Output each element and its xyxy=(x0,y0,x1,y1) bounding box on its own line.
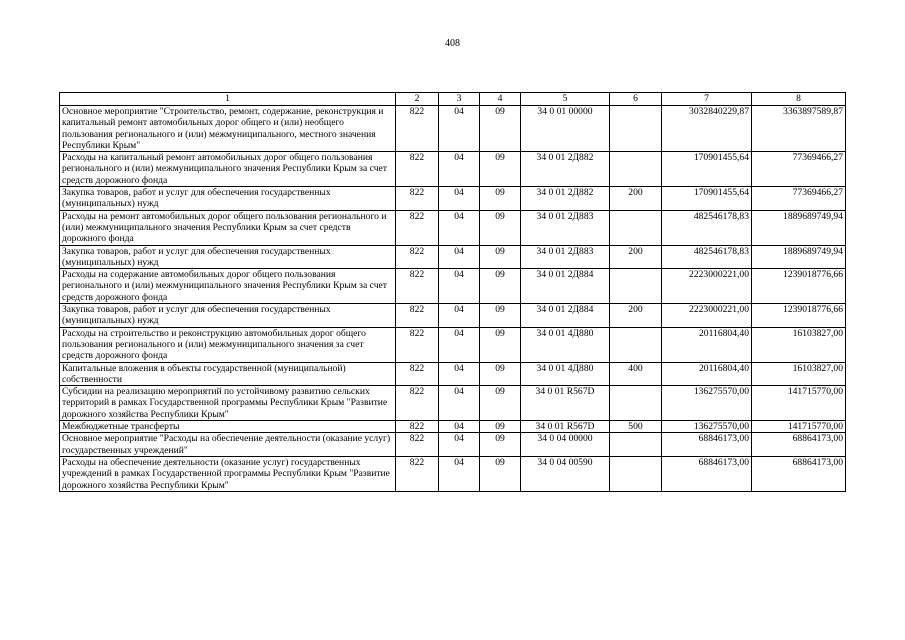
subsection-code: 09 xyxy=(480,269,521,304)
subsection-code: 09 xyxy=(480,456,521,491)
amount-column-7: 482546178,83 xyxy=(662,210,752,245)
ministry-code: 822 xyxy=(396,245,439,269)
ministry-code: 822 xyxy=(396,327,439,362)
section-code: 04 xyxy=(439,456,480,491)
ministry-code: 822 xyxy=(396,456,439,491)
table-row xyxy=(60,304,846,328)
ministry-code: 822 xyxy=(396,433,439,457)
expense-type-code xyxy=(610,152,662,187)
subsection-code: 09 xyxy=(480,210,521,245)
page-number: 408 xyxy=(445,38,460,49)
table-row xyxy=(60,433,846,457)
target-article-code: 34 0 04 00000 xyxy=(521,433,610,457)
ministry-code: 822 xyxy=(396,152,439,187)
expense-type-code xyxy=(610,269,662,304)
target-article-code: 34 0 01 2Д884 xyxy=(521,269,610,304)
target-article-code: 34 0 01 2Д882 xyxy=(521,152,610,187)
row-name: Закупка товаров, работ и услуг для обеспечения государственных (муниципальных) нужд xyxy=(60,304,396,328)
amount-column-8: 77369466,27 xyxy=(752,187,846,211)
budget-table xyxy=(59,92,846,492)
target-article-code: 34 0 01 4Д880 xyxy=(521,362,610,386)
ministry-code: 822 xyxy=(396,421,439,433)
row-name: Расходы на капитальный ремонт автомобильных дорог общего пользования регионального и (или) межмуниципального значения Республики Крым за счет средств дорожного фонда xyxy=(60,152,396,187)
amount-column-7: 170901455,64 xyxy=(662,152,752,187)
table-row xyxy=(60,245,846,269)
row-name: Расходы на обеспечение деятельности (оказание услуг) государственных учреждений в рамках Государственной программы Республики Крым "Развитие дорожного хозяйства Республики Крым" xyxy=(60,456,396,491)
amount-column-7: 2223000221,00 xyxy=(662,304,752,328)
expense-type-code xyxy=(610,327,662,362)
section-code: 04 xyxy=(439,245,480,269)
subsection-code: 09 xyxy=(480,433,521,457)
amount-column-8: 16103827,00 xyxy=(752,327,846,362)
expense-type-code xyxy=(610,106,662,152)
amount-column-8: 1239018776,66 xyxy=(752,304,846,328)
table-row xyxy=(60,187,846,211)
amount-column-8: 1889689749,94 xyxy=(752,245,846,269)
amount-column-8: 68864173,00 xyxy=(752,433,846,457)
table-row xyxy=(60,386,846,421)
expense-type-code xyxy=(610,386,662,421)
section-code: 04 xyxy=(439,304,480,328)
column-header: 6 xyxy=(610,93,662,106)
expense-type-code: 200 xyxy=(610,245,662,269)
row-name: Закупка товаров, работ и услуг для обеспечения государственных (муниципальных) нужд xyxy=(60,245,396,269)
section-code: 04 xyxy=(439,433,480,457)
ministry-code: 822 xyxy=(396,269,439,304)
column-header: 1 xyxy=(60,93,396,106)
amount-column-8: 77369466,27 xyxy=(752,152,846,187)
row-name: Межбюджетные трансферты xyxy=(60,421,396,433)
ministry-code: 822 xyxy=(396,210,439,245)
section-code: 04 xyxy=(439,327,480,362)
table-header-row xyxy=(60,93,846,106)
ministry-code: 822 xyxy=(396,187,439,211)
row-name: Основное мероприятие "Строительство, ремонт, содержание, реконструкция и капитальный ремонт автомобильных дорог общего и (или) необщего пользования регионального и (или) межмуниципального, местного значения Республики Крым" xyxy=(60,106,396,152)
section-code: 04 xyxy=(439,386,480,421)
amount-column-8: 68864173,00 xyxy=(752,456,846,491)
section-code: 04 xyxy=(439,269,480,304)
subsection-code: 09 xyxy=(480,421,521,433)
target-article-code: 34 0 01 2Д883 xyxy=(521,210,610,245)
ministry-code: 822 xyxy=(396,304,439,328)
target-article-code: 34 0 01 R567D xyxy=(521,386,610,421)
amount-column-8: 141715770,00 xyxy=(752,421,846,433)
amount-column-7: 20116804,40 xyxy=(662,327,752,362)
column-header: 8 xyxy=(752,93,846,106)
row-name: Субсидии на реализацию мероприятий по устойчивому развитию сельских территорий в рамках Государственной программы Республики Крым "Развитие дорожного хозяйства Республики Крым" xyxy=(60,386,396,421)
amount-column-7: 68846173,00 xyxy=(662,456,752,491)
amount-column-8: 16103827,00 xyxy=(752,362,846,386)
amount-column-7: 2223000221,00 xyxy=(662,269,752,304)
expense-type-code xyxy=(610,456,662,491)
subsection-code: 09 xyxy=(480,304,521,328)
target-article-code: 34 0 01 2Д883 xyxy=(521,245,610,269)
amount-column-7: 136275570,00 xyxy=(662,386,752,421)
section-code: 04 xyxy=(439,421,480,433)
ministry-code: 822 xyxy=(396,106,439,152)
target-article-code: 34 0 04 00590 xyxy=(521,456,610,491)
column-header: 3 xyxy=(439,93,480,106)
subsection-code: 09 xyxy=(480,327,521,362)
subsection-code: 09 xyxy=(480,106,521,152)
amount-column-8: 3363897589,87 xyxy=(752,106,846,152)
section-code: 04 xyxy=(439,362,480,386)
table-row xyxy=(60,106,846,152)
table-row xyxy=(60,362,846,386)
subsection-code: 09 xyxy=(480,245,521,269)
target-article-code: 34 0 01 2Д884 xyxy=(521,304,610,328)
row-name: Закупка товаров, работ и услуг для обеспечения государственных (муниципальных) нужд xyxy=(60,187,396,211)
amount-column-7: 3032840229,87 xyxy=(662,106,752,152)
section-code: 04 xyxy=(439,106,480,152)
amount-column-7: 482546178,83 xyxy=(662,245,752,269)
row-name: Основное мероприятие "Расходы на обеспечение деятельности (оказание услуг) государственных учреждений" xyxy=(60,433,396,457)
subsection-code: 09 xyxy=(480,152,521,187)
target-article-code: 34 0 01 00000 xyxy=(521,106,610,152)
section-code: 04 xyxy=(439,210,480,245)
table-row xyxy=(60,269,846,304)
column-header: 2 xyxy=(396,93,439,106)
expense-type-code xyxy=(610,433,662,457)
row-name: Расходы на ремонт автомобильных дорог общего пользования регионального и (или) межмуниципального значения Республики Крым за счет средств дорожного фонда xyxy=(60,210,396,245)
amount-column-7: 68846173,00 xyxy=(662,433,752,457)
subsection-code: 09 xyxy=(480,187,521,211)
amount-column-7: 170901455,64 xyxy=(662,187,752,211)
amount-column-7: 20116804,40 xyxy=(662,362,752,386)
amount-column-8: 141715770,00 xyxy=(752,386,846,421)
expense-type-code xyxy=(610,210,662,245)
expense-type-code: 500 xyxy=(610,421,662,433)
section-code: 04 xyxy=(439,152,480,187)
target-article-code: 34 0 01 4Д880 xyxy=(521,327,610,362)
row-name: Расходы на содержание автомобильных дорог общего пользования регионального и (или) межмуниципального значения Республики Крым за счет средств дорожного фонда xyxy=(60,269,396,304)
amount-column-8: 1889689749,94 xyxy=(752,210,846,245)
section-code: 04 xyxy=(439,187,480,211)
expense-type-code: 200 xyxy=(610,304,662,328)
subsection-code: 09 xyxy=(480,386,521,421)
row-name: Расходы на строительство и реконструкцию автомобильных дорог общего пользования регионального и (или) межмуниципального значения за счет средств дорожного фонда xyxy=(60,327,396,362)
expense-type-code: 200 xyxy=(610,187,662,211)
amount-column-7: 136275570,00 xyxy=(662,421,752,433)
expense-type-code: 400 xyxy=(610,362,662,386)
target-article-code: 34 0 01 R567D xyxy=(521,421,610,433)
table-row xyxy=(60,421,846,433)
table-row xyxy=(60,210,846,245)
ministry-code: 822 xyxy=(396,386,439,421)
table-row xyxy=(60,456,846,491)
target-article-code: 34 0 01 2Д882 xyxy=(521,187,610,211)
table-row xyxy=(60,152,846,187)
column-header: 5 xyxy=(521,93,610,106)
subsection-code: 09 xyxy=(480,362,521,386)
column-header: 4 xyxy=(480,93,521,106)
row-name: Капитальные вложения в объекты государственной (муниципальной) собственности xyxy=(60,362,396,386)
amount-column-8: 1239018776,66 xyxy=(752,269,846,304)
column-header: 7 xyxy=(662,93,752,106)
ministry-code: 822 xyxy=(396,362,439,386)
table-row xyxy=(60,327,846,362)
